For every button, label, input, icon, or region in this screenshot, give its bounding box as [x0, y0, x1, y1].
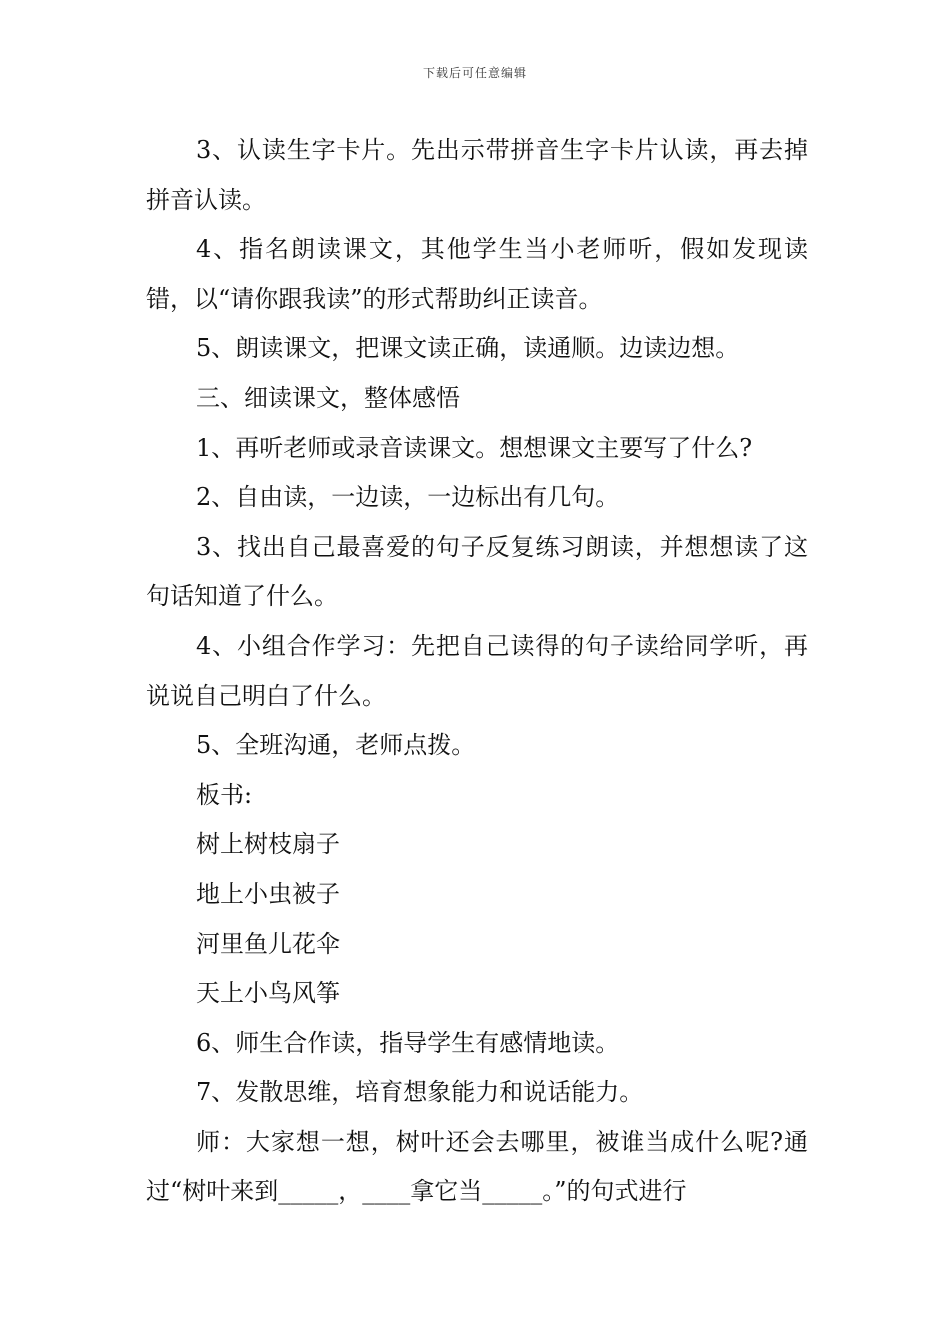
blackboard-label: 板书:: [196, 780, 253, 809]
paragraph-teacher-prompt: 师：大家想一想，树叶还会去哪里，被谁当成什么呢?通过“树叶来到_____，____拿它当_____。”的句式进行: [146, 1127, 808, 1206]
paragraph-section3-step2: 2、自由读，一边读，一边标出有几句。: [196, 483, 620, 512]
paragraph-section3-step6: 6、师生合作读，指导学生有感情地读。: [196, 1028, 620, 1057]
paragraph-step4-read-aloud: 4、指名朗读课文，其他学生当小老师听，假如发现读错，以“请你跟我读”的形式帮助纠正读音。: [146, 235, 808, 313]
paragraph-step5-read-text: 5、朗读课文，把课文读正确，读通顺。边读边想。: [196, 334, 740, 363]
blackboard-line-2: 地上小虫被子: [196, 879, 340, 908]
blackboard-line-4: 天上小鸟风筝: [196, 979, 340, 1008]
blackboard-line-3: 河里鱼儿花伞: [196, 929, 340, 958]
blackboard-line-1: 树上树枝扇子: [196, 830, 340, 859]
document-body: [146, 126, 808, 1217]
paragraph-section3-step3: 3、找出自己最喜爱的句子反复练习朗读，并想想读了这句话知道了什么。: [146, 532, 808, 611]
paragraph-step3-cards: 3、认读生字卡片。先出示带拼音生字卡片认读，再去掉拼音认读。: [146, 136, 808, 214]
section-heading-three: 三、细读课文，整体感悟: [196, 383, 460, 412]
paragraph-section3-step1: 1、再听老师或录音读课文。想想课文主要写了什么?: [196, 433, 753, 462]
paragraph-section3-step4: 4、小组合作学习：先把自己读得的句子读给同学听，再说说自己明白了什么。: [146, 631, 808, 710]
paragraph-section3-step5: 5、全班沟通，老师点拨。: [196, 731, 476, 760]
page-header: 下载后可任意编辑: [422, 66, 527, 80]
paragraph-section3-step7: 7、发散思维，培育想象能力和说话能力。: [196, 1078, 644, 1107]
